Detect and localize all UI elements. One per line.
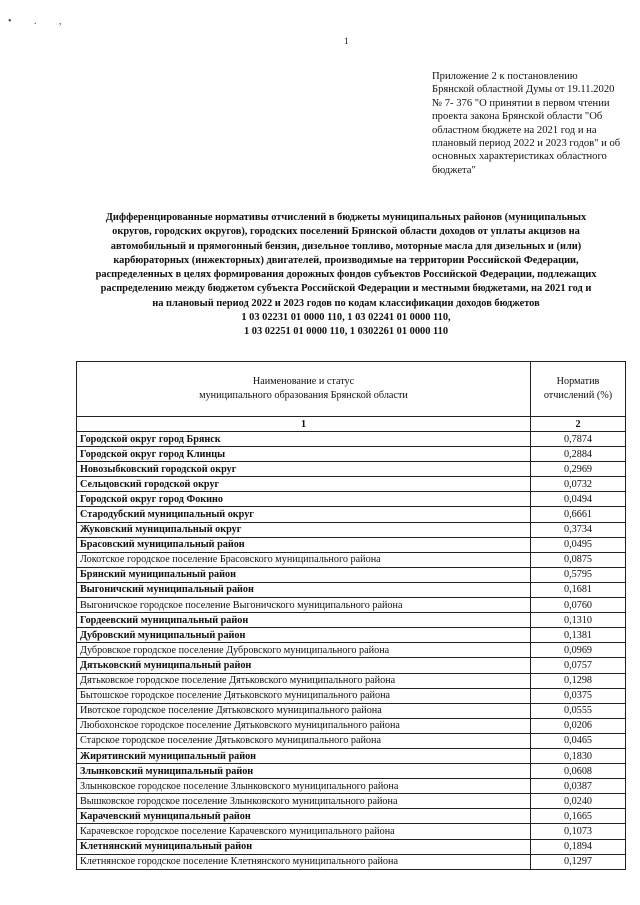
municipality-name: Дятьковский муниципальный район [77, 658, 531, 673]
table-row [77, 598, 626, 613]
header-value-cell [531, 362, 626, 417]
table-row [77, 432, 626, 447]
table-row [77, 824, 626, 839]
norm-value: 0,0495 [531, 537, 626, 552]
municipality-name: Стародубский муниципальный округ [77, 507, 531, 522]
table-row [77, 764, 626, 779]
municipality-name: Гордеевский муниципальный район [77, 613, 531, 628]
header-name-line1: Наименование и статус [252, 376, 355, 387]
table-row [77, 733, 626, 748]
norm-value: 0,0969 [531, 643, 626, 658]
municipality-name: Дубровское городское поселение Дубровского муниципального района [77, 643, 531, 658]
municipality-name: Дубровский муниципальный район [77, 628, 531, 643]
municipality-name: Городской округ город Фокино [77, 492, 531, 507]
municipality-name: Ивотское городское поселение Дятьковского муниципального района [77, 703, 531, 718]
heading-line: 1 03 02251 01 0000 110, 1 0302261 01 0000 110 [243, 326, 449, 338]
municipality-name: Старское городское поселение Дятьковского муниципального района [77, 733, 531, 748]
table-row [77, 748, 626, 763]
norm-value: 0,1073 [531, 824, 626, 839]
norm-value: 0,0240 [531, 794, 626, 809]
municipality-name: Сельцовский городской округ [77, 477, 531, 492]
norm-value: 0,7874 [531, 432, 626, 447]
heading-line: Дифференцированные нормативы отчислений в бюджеты муниципальных районов (муниципальных [105, 212, 587, 223]
table-row [77, 537, 626, 552]
norm-value: 0,0494 [531, 492, 626, 507]
heading-line: распределенных в целях формирования дорожных фондов субъектов Российской Федерации, подлежащих [95, 269, 597, 281]
table-row [77, 613, 626, 628]
norm-value: 0,2884 [531, 447, 626, 462]
municipality-name: Клетнянское городское поселение Клетнянского муниципального района [77, 854, 531, 869]
municipality-name: Городской округ город Брянск [77, 432, 531, 447]
norm-value: 0,0875 [531, 552, 626, 567]
table-row [77, 658, 626, 673]
table-row [77, 839, 626, 854]
municipality-name: Любохонское городское поселение Дятьковского муниципального района [77, 718, 531, 733]
column-number-row [77, 417, 626, 432]
heading-line: на плановый период 2022 и 2023 годов по кодам классификации доходов бюджетов [152, 297, 540, 309]
table-row [77, 567, 626, 582]
table-row [77, 628, 626, 643]
table-row [77, 507, 626, 522]
norm-value: 0,1310 [531, 613, 626, 628]
municipality-name: Выгоничский муниципальный район [77, 582, 531, 597]
municipality-name: Бытошское городское поселение Дятьковского муниципального района [77, 688, 531, 703]
table-row [77, 703, 626, 718]
norm-value: 0,1297 [531, 854, 626, 869]
norm-value: 0,0760 [531, 598, 626, 613]
heading-line: распределению между бюджетом субъекта Российской Федерации и местными бюджетами, на 2021 год и [100, 283, 592, 295]
norm-value: 0,0387 [531, 779, 626, 794]
header-value-line2: отчислений (%) [543, 390, 613, 401]
header-name-cell [77, 362, 531, 417]
norm-value: 0,5795 [531, 567, 626, 582]
table-row [77, 643, 626, 658]
table-row [77, 447, 626, 462]
column-number-2: 2 [531, 417, 626, 432]
municipality-name: Вышковское городское поселение Злынковского муниципального района [77, 794, 531, 809]
appendix-note: Приложение 2 к постановлению Брянской областной Думы от 19.11.2020 № 7- 376 "О принятии в первом чтении проекта закона Брянской области "Об областном бюджете на 2021 год и на плановый период 2022 и 2023 годов" и об основных характеристиках областного бюджета" [432, 71, 621, 176]
municipality-name: Брасовский муниципальный район [77, 537, 531, 552]
norm-value: 0,1298 [531, 673, 626, 688]
municipality-name: Карачевский муниципальный район [77, 809, 531, 824]
municipality-name: Жирятинский муниципальный район [77, 748, 531, 763]
heading-line: карбюраторных (инжекторных) двигателей, производимые на территории Российской Федерации, [113, 254, 579, 266]
table-row [77, 809, 626, 824]
column-number-1: 1 [77, 417, 531, 432]
norm-value: 0,0555 [531, 703, 626, 718]
norms-table [76, 361, 626, 870]
municipality-name: Городской округ город Клинцы [77, 447, 531, 462]
table-row [77, 522, 626, 537]
heading-line: автомобильный и прямогонный бензин, дизельное топливо, моторные масла для дизельных и (или) [110, 240, 582, 252]
norm-value: 0,1894 [531, 839, 626, 854]
norm-value: 0,0732 [531, 477, 626, 492]
norm-value: 0,0608 [531, 764, 626, 779]
municipality-name: Жуковский муниципальный округ [77, 522, 531, 537]
norm-value: 0,0465 [531, 733, 626, 748]
municipality-name: Злынковское городское поселение Злынковского муниципального района [77, 779, 531, 794]
table-row [77, 673, 626, 688]
norm-value: 0,3734 [531, 522, 626, 537]
norm-value: 0,1681 [531, 582, 626, 597]
heading-line: 1 03 02231 01 0000 110, 1 03 02241 01 0000 110, [241, 312, 451, 324]
norm-value: 0,2969 [531, 462, 626, 477]
municipality-name: Дятьковское городское поселение Дятьковского муниципального района [77, 673, 531, 688]
norm-value: 0,0375 [531, 688, 626, 703]
table-row [77, 718, 626, 733]
norm-value: 0,0206 [531, 718, 626, 733]
table-row [77, 688, 626, 703]
table-row [77, 492, 626, 507]
table-row [77, 462, 626, 477]
norm-value: 0,1830 [531, 748, 626, 763]
table-row [77, 552, 626, 567]
header-value-line1: Норматив [556, 376, 600, 387]
table-header-row [77, 362, 626, 417]
heading-line: округов, городских округов), городских поселений Брянской области доходов от уплаты акцизов на [112, 226, 580, 238]
norm-value: 0,6661 [531, 507, 626, 522]
norm-value: 0,0757 [531, 658, 626, 673]
municipality-name: Клетнянский муниципальный район [77, 839, 531, 854]
municipality-name: Локотское городское поселение Брасовского муниципального района [77, 552, 531, 567]
municipality-name: Выгоничское городское поселение Выгоничского муниципального района [77, 598, 531, 613]
table-row [77, 582, 626, 597]
header-name-line2: муниципального образования Брянской области [199, 390, 408, 401]
municipality-name: Злынковский муниципальный район [77, 764, 531, 779]
table-row [77, 794, 626, 809]
norm-value: 0,1381 [531, 628, 626, 643]
norm-value: 0,1665 [531, 809, 626, 824]
table-row [77, 854, 626, 869]
corner-marks: • . , [8, 16, 72, 27]
municipality-name: Карачевское городское поселение Карачевского муниципального района [77, 824, 531, 839]
municipality-name: Брянский муниципальный район [77, 567, 531, 582]
document-heading [66, 211, 626, 340]
table-row [77, 779, 626, 794]
page-number: 1 [344, 36, 349, 46]
municipality-name: Новозыбковский городской округ [77, 462, 531, 477]
table-row [77, 477, 626, 492]
